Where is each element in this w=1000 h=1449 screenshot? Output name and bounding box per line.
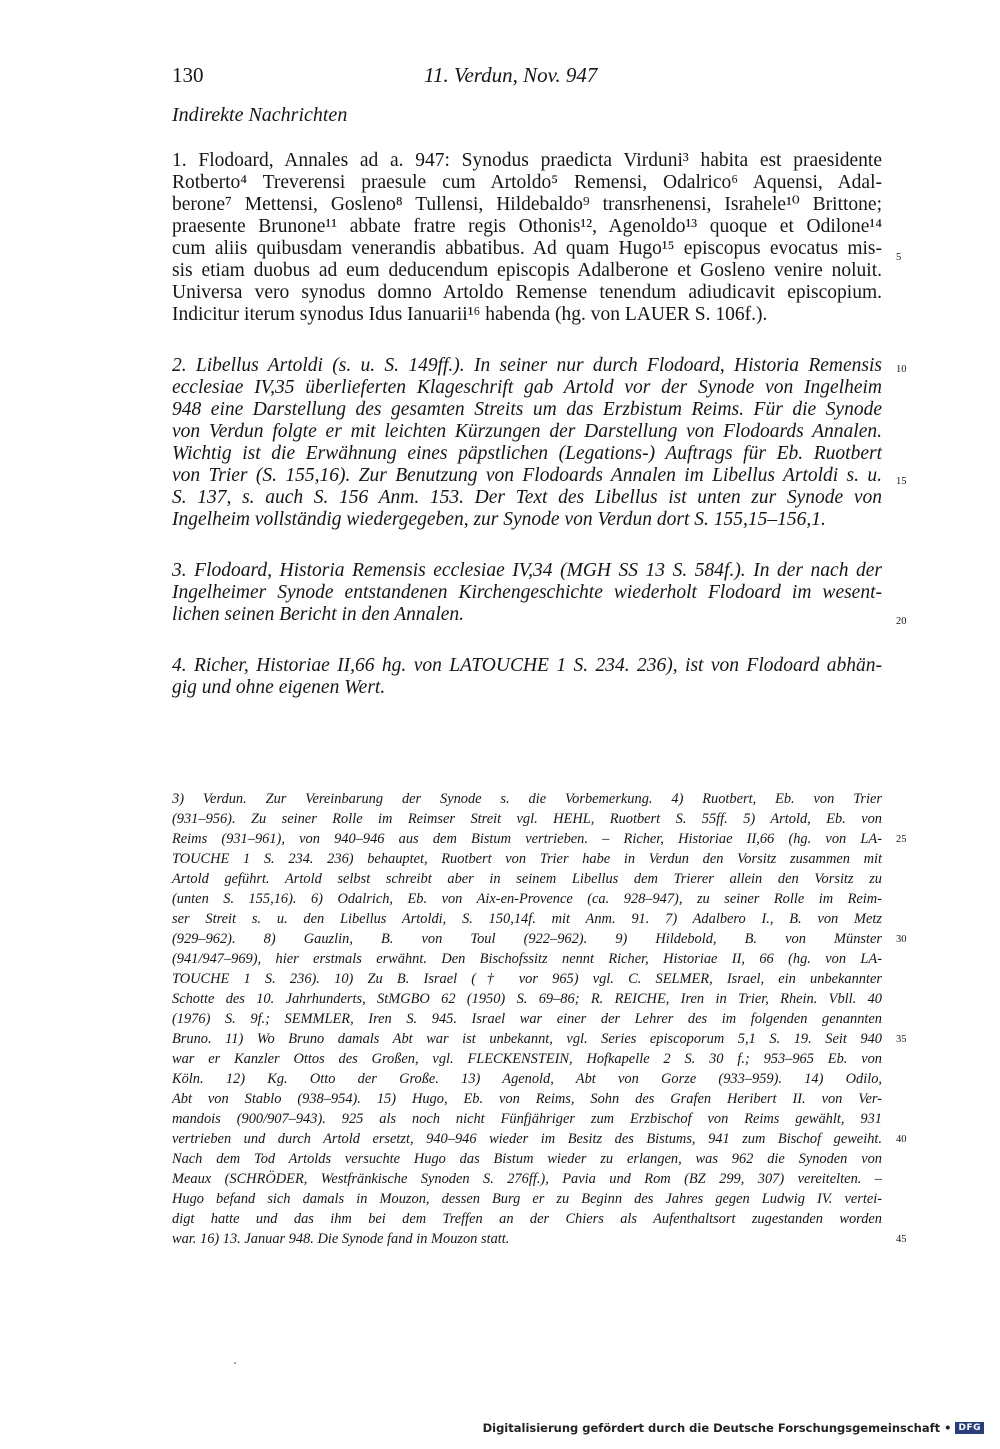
- section-title: Indirekte Nachrichten: [172, 104, 348, 126]
- footnote-line: TOUCHE 1 S. 234. 236) behauptet, Ruotbert von Trier habe in Verdun den Vorsitz zusammen mit: [172, 851, 882, 867]
- text-line: 4. Richer, Historiae II,66 hg. von LATOUCHE 1 S. 234. 236), ist von Flodoard abhän-: [172, 655, 882, 676]
- footnote-line: (931–956). Zu seiner Rolle im Reimser Streit vgl. HEHL, Ruotbert S. 55ff. 5) Artold, Eb. von: [172, 811, 882, 827]
- footer-text: Digitalisierung gefördert durch die Deutsche Forschungsgemeinschaft •: [482, 1421, 952, 1435]
- footnote-line: digt hatte und das ihm bei dem Treffen an der Chiers als Aufenthaltsort zugestanden worden: [172, 1211, 882, 1227]
- footnote-line: Nach dem Tod Artolds versuchte Hugo das Bistum wieder zu erlangen, was 962 die Synoden von: [172, 1151, 882, 1167]
- footnote-line: mandois (900/907–943). 925 als noch nicht Fünfjähriger zum Erzbischof von Reims gewählt, 931: [172, 1111, 882, 1127]
- line-number: 5: [896, 252, 902, 263]
- text-line: ecclesiae IV,35 überlieferten Klageschrift gab Artold vor der Synode von Ingelheim: [172, 377, 882, 398]
- footnote-line: ser Streit s. u. den Libellus Artoldi, S. 150,14f. mit Anm. 91. 7) Adalbero I., B. von Metz: [172, 911, 882, 927]
- text-line: Universa vero synodus domno Artoldo Remense tenendum adiudicavit episcopium.: [172, 282, 882, 303]
- footnote-line: Reims (931–961), von 940–946 aus dem Bistum vertrieben. – Richer, Historiae II,66 (hg. von LA-: [172, 831, 882, 847]
- footnote-line: Hugo befand sich damals in Mouzon, dessen Burg er zu Beginn des Jahres gegen Ludwig IV. vertei-: [172, 1191, 882, 1207]
- page-number: 130: [172, 63, 204, 87]
- line-number: 40: [896, 1134, 907, 1145]
- text-line: gig und ohne eigenen Wert.: [172, 677, 386, 698]
- text-line: sis etiam duobus ad eum deducendum episcopis Adalberone et Gosleno venire noluit.: [172, 260, 882, 281]
- text-line: 1. Flodoard, Annales ad a. 947: Synodus praedicta Virduni³ habita est praesidente: [172, 150, 882, 171]
- text-line: Rotberto⁴ Treverensi praesule cum Artoldo⁵ Remensi, Odalrico⁶ Aquensi, Adal-: [172, 172, 882, 193]
- footnote-line: war er Kanzler Ottos des Großen, vgl. FLECKENSTEIN, Hofkapelle 2 S. 30 f.; 953–965 Eb. von: [172, 1051, 882, 1067]
- text-line: 2. Libellus Artoldi (s. u. S. 149ff.). In seiner nur durch Flodoard, Historia Remensis: [172, 355, 882, 376]
- line-number: 20: [896, 616, 907, 627]
- footnote-line: (929–962). 8) Gauzlin, B. von Toul (922–962). 9) Hildebold, B. von Münster: [172, 931, 882, 947]
- footnote-line: Bruno. 11) Wo Bruno damals Abt war ist unbekannt, vgl. Series episcoporum 5,1 S. 19. Seit 940: [172, 1031, 882, 1047]
- digitization-footer: [483, 1421, 984, 1435]
- text-line: von Verdun folgte er mit leichten Kürzungen der Darstellung von Flodoards Annalen.: [172, 421, 882, 442]
- text-line: S. 137, s. auch S. 156 Anm. 153. Der Text des Libellus ist unten zur Synode von: [172, 487, 882, 508]
- text-line: cum aliis quibusdam venerandis abbatibus. Ad quam Hugo¹⁵ episcopus evocatus mis-: [172, 238, 882, 259]
- line-number: 30: [896, 934, 907, 945]
- text-line: praesente Brunone¹¹ abbate fratre regis Othonis¹², Agenoldo¹³ quoque et Odilone¹⁴: [172, 216, 882, 237]
- running-title: 11. Verdun, Nov. 947: [424, 63, 598, 87]
- line-number: 25: [896, 834, 907, 845]
- text-line: Ingelheim vollständig wiedergegeben, zur Synode von Verdun dort S. 155,15–156,1.: [172, 509, 826, 530]
- footnote-line: Abt von Stablo (938–954). 15) Hugo, Eb. von Reims, Sohn des Grafen Heribert II. von Ver-: [172, 1091, 882, 1107]
- text-line: 3. Flodoard, Historia Remensis ecclesiae IV,34 (MGH SS 13 S. 584f.). In der nach der: [172, 560, 882, 581]
- footnote-line: (1976) S. 9f.; SEMMLER, Iren S. 945. Israel war einer der Lehrer des im folgenden genannten: [172, 1011, 882, 1027]
- footnote-line: Artold geführt. Artold selbst schreibt aber in seinem Libellus dem Trierer allein den Vorsitz zu: [172, 871, 882, 887]
- text-line: Indicitur iterum synodus Idus Ianuarii¹⁶ habenda (hg. von LAUER S. 106f.).: [172, 304, 768, 325]
- line-number: 35: [896, 1034, 907, 1045]
- text-line: von Trier (S. 155,16). Zur Benutzung von Flodoards Annalen im Libellus Artoldi s. u.: [172, 465, 882, 486]
- scan-speck: [234, 1362, 236, 1364]
- footnote-line: (941/947–969), hier erstmals erwähnt. Den Bischofssitz nennt Richer, Historiae II, 66 (hg. von LA-: [172, 951, 882, 967]
- footnote-line: Köln. 12) Kg. Otto der Große. 13) Agenold, Abt von Gorze (933–959). 14) Odilo,: [172, 1071, 882, 1087]
- text-line: lichen seinen Bericht in den Annalen.: [172, 604, 465, 625]
- footnote-line: TOUCHE 1 S. 236). 10) Zu B. Israel († vor 965) vgl. C. SELMER, Israel, ein unbekannter: [172, 971, 882, 987]
- line-number: 45: [896, 1234, 907, 1245]
- footnote-line: Schotte des 10. Jahrhunderts, StMGBO 62 (1950) S. 69–86; R. REICHE, Iren in Trier, Rhein. Vbll. 40: [172, 991, 882, 1007]
- footnote-line: vertrieben und durch Artold ersetzt, 940–946 wieder im Besitz des Bistums, 941 zum Bischof geweiht.: [172, 1131, 882, 1147]
- text-line: Wichtig ist die Erwähnung eines päpstlichen (Legations-) Auftrags für Eb. Ruotbert: [172, 443, 882, 464]
- line-number: 10: [896, 364, 907, 375]
- dfg-logo: DFG: [955, 1422, 984, 1434]
- text-line: Ingelheimer Synode entstandenen Kirchengeschichte wiederholt Flodoard im wesent-: [172, 582, 882, 603]
- footnote-line: 3) Verdun. Zur Vereinbarung der Synode s. die Vorbemerkung. 4) Ruotbert, Eb. von Trier: [172, 791, 882, 807]
- footnote-line: war. 16) 13. Januar 948. Die Synode fand in Mouzon statt.: [172, 1231, 510, 1247]
- footnote-line: (unten S. 155,16). 6) Odalrich, Eb. von Aix-en-Provence (ca. 928–947), zu seiner Rolle im Reim-: [172, 891, 882, 907]
- footnote-line: Meaux (SCHRÖDER, Westfränkische Synoden S. 276ff.), Pavia und Rom (BZ 299, 307) vereitelten. –: [172, 1171, 882, 1187]
- text-line: 948 eine Darstellung des gesamten Streits um das Erzbistum Reims. Für die Synode: [172, 399, 882, 420]
- line-number: 15: [896, 476, 907, 487]
- text-line: berone⁷ Mettensi, Gosleno⁸ Tullensi, Hildebaldo⁹ transrhenensi, Israhele¹⁰ Brittone;: [172, 194, 882, 215]
